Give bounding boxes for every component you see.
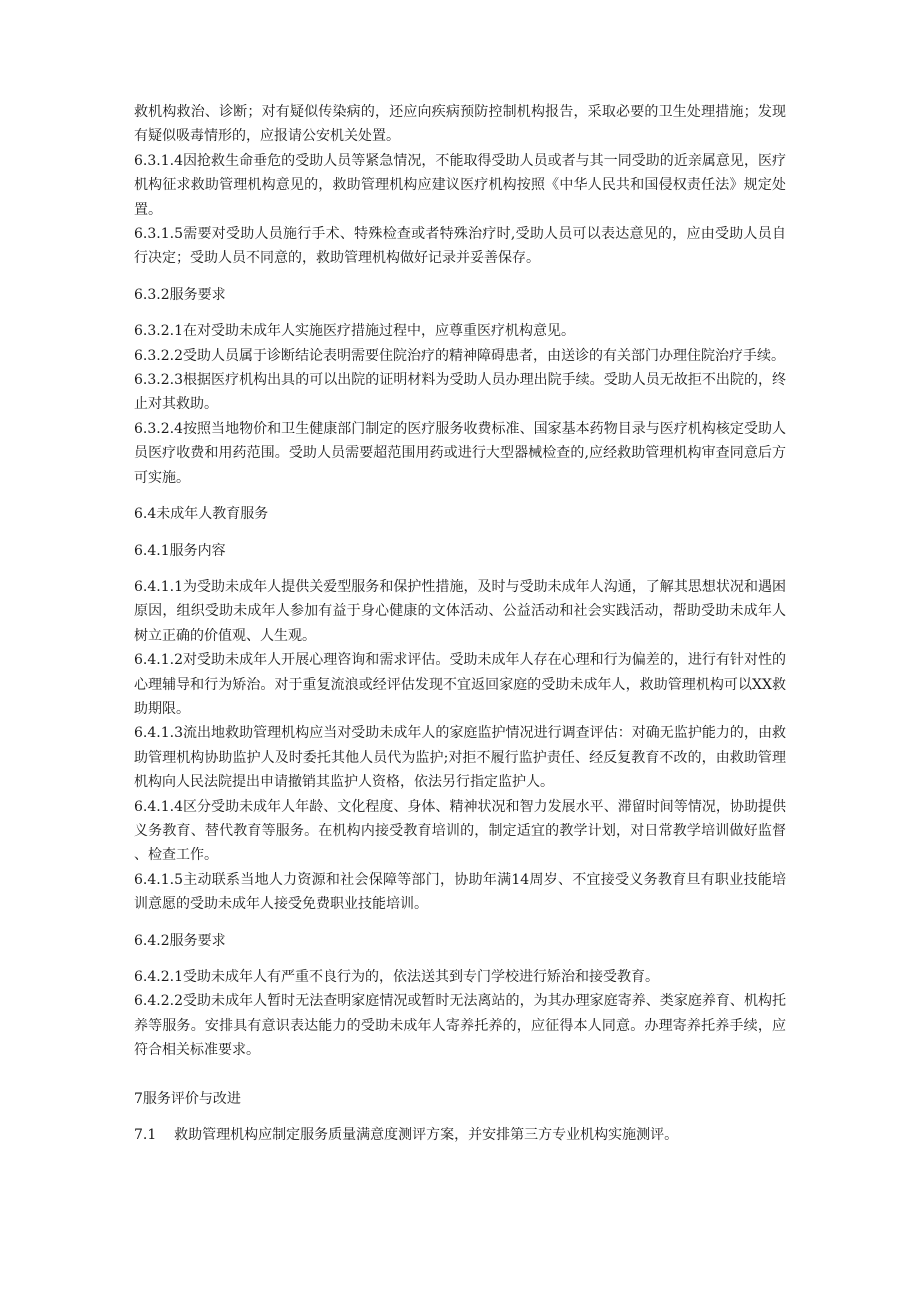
clause-6-3-1-5: 6.3.1.5需要对受助人员施行手术、特殊检查或者特殊治疗时,受助人员可以表达意见的，应由受助人员自行决定；受助人员不同意的，救助管理机构做好记录并妥善保存。 — [134, 226, 786, 267]
clause-6-4-2-2: 6.4.2.2受助未成年人暂时无法查明家庭情况或暂时无法离站的，为其办理家庭寄养、类家庭养育、机构托养等服务。安排具有意识表达能力的受助未成年人寄养托养的，应征得本人同意。办理寄养托养手续，应符合相关标准要求。 — [134, 993, 786, 1059]
heading-6-4: 6.4未成年人教育服务 — [134, 506, 269, 523]
clause-6-3-2-4: 6.3.2.4按照当地物价和卫生健康部门制定的医疗服务收费标准、国家基本药物目录与医疗机构核定受助人员医疗收费和用药范围。受助人员需要超范围用药或进行大型器械检查的,应经救助管理机构审查同意后方可实施。 — [134, 420, 786, 486]
clause-6-4-1-3: 6.4.1.3流出地救助管理机构应当对受助未成年人的家庭监护情况进行调查评估：对确无监护能力的，由救助管理机构协助监护人及时委托其他人员代为监护;对拒不履行监护责任、经反复教育不改的，由救助管理机构向人民法院提出申请撤销其监护人资格，依法另行指定监护人。 — [134, 725, 786, 791]
heading-6-4-2: 6.4.2服务要求 — [134, 932, 226, 949]
clause-6-4-1-5: 6.4.1.5主动联系当地人力资源和社会保障等部门，协助年满14周岁、不宜接受义务教育旦有职业技能培训意愿的受助未成年人接受免费职业技能培训。 — [134, 871, 786, 913]
clause-6-4-1-2: 6.4.1.2对受助未成年人开展心理咨询和需求评估。受助未成年人存在心理和行为偏差的，进行有针对性的心理辅导和行为矫治。对于重复流浪或经评估发现不宜返回家庭的受助未成年人，救助管理机构可以XX救助期限。 — [134, 652, 786, 717]
clause-6-4-2-1: 6.4.2.1受助未成年人有严重不良行为的，依法送其到专门学校进行矫治和接受教育。 — [134, 969, 659, 985]
heading-6-3-2: 6.3.2服务要求 — [134, 286, 226, 303]
paragraph-medical-referral-cont: 救机构救治、诊断；对有疑似传染病的，还应向疾病预防控制机构报告，采取必要的卫生处理措施；发现有疑似吸毒情形的，应报请公安机关处置。 — [134, 104, 786, 145]
heading-7: 7服务评价与改进 — [134, 1090, 241, 1107]
clause-6-3-2-1: 6.3.2.1在对受助未成年人实施医疗措施过程中，应尊重医疗机构意见。 — [134, 323, 575, 340]
clause-6-3-2-2: 6.3.2.2受助人员属于诊断结论表明需要住院治疗的精神障碍患者，由送诊的有关部门办理住院治疗手续。 — [134, 347, 785, 364]
document-body — [134, 100, 786, 1147]
clause-6-4-1-1: 6.4.1.1为受助未成年人提供关爱型服务和保护性措施，及时与受助未成年人沟通，了解其思想状况和遇困原因，组织受助未成年人参加有益于身心健康的文体活动、公益活动和社会实践活动，帮助受助未成年人树立正确的价值观、人生观。 — [134, 578, 786, 644]
clause-6-3-2-3: 6.3.2.3根据医疗机构出具的可以出院的证明材料为受助人员办理出院手续。受助人员无故拒不出院的，终止对其救助。 — [134, 372, 786, 413]
heading-6-4-1: 6.4.1服务内容 — [134, 542, 226, 559]
clause-6-3-1-4: 6.3.1.4因抢救生命垂危的受助人员等紧急情况，不能取得受助人员或者与其一同受助的近亲属意见，医疗机构征求救助管理机构意见的，救助管理机构应建议医疗机构按照《中华人民共和国侵权责任法》规定处置。 — [134, 152, 786, 218]
clause-7-1: 7.1 救助管理机构应制定服务质量满意度测评方案，并安排第三方专业机构实施测评。 — [134, 1127, 679, 1144]
clause-6-4-1-4: 6.4.1.4区分受助未成年人年龄、文化程度、身体、精神状况和智力发展水平、滞留时间等情况，协助提供义务教育、替代教育等服务。在机构内接受教育培训的，制定适宜的教学计划，对日常教学培训做好监督、检查工作。 — [134, 798, 786, 864]
